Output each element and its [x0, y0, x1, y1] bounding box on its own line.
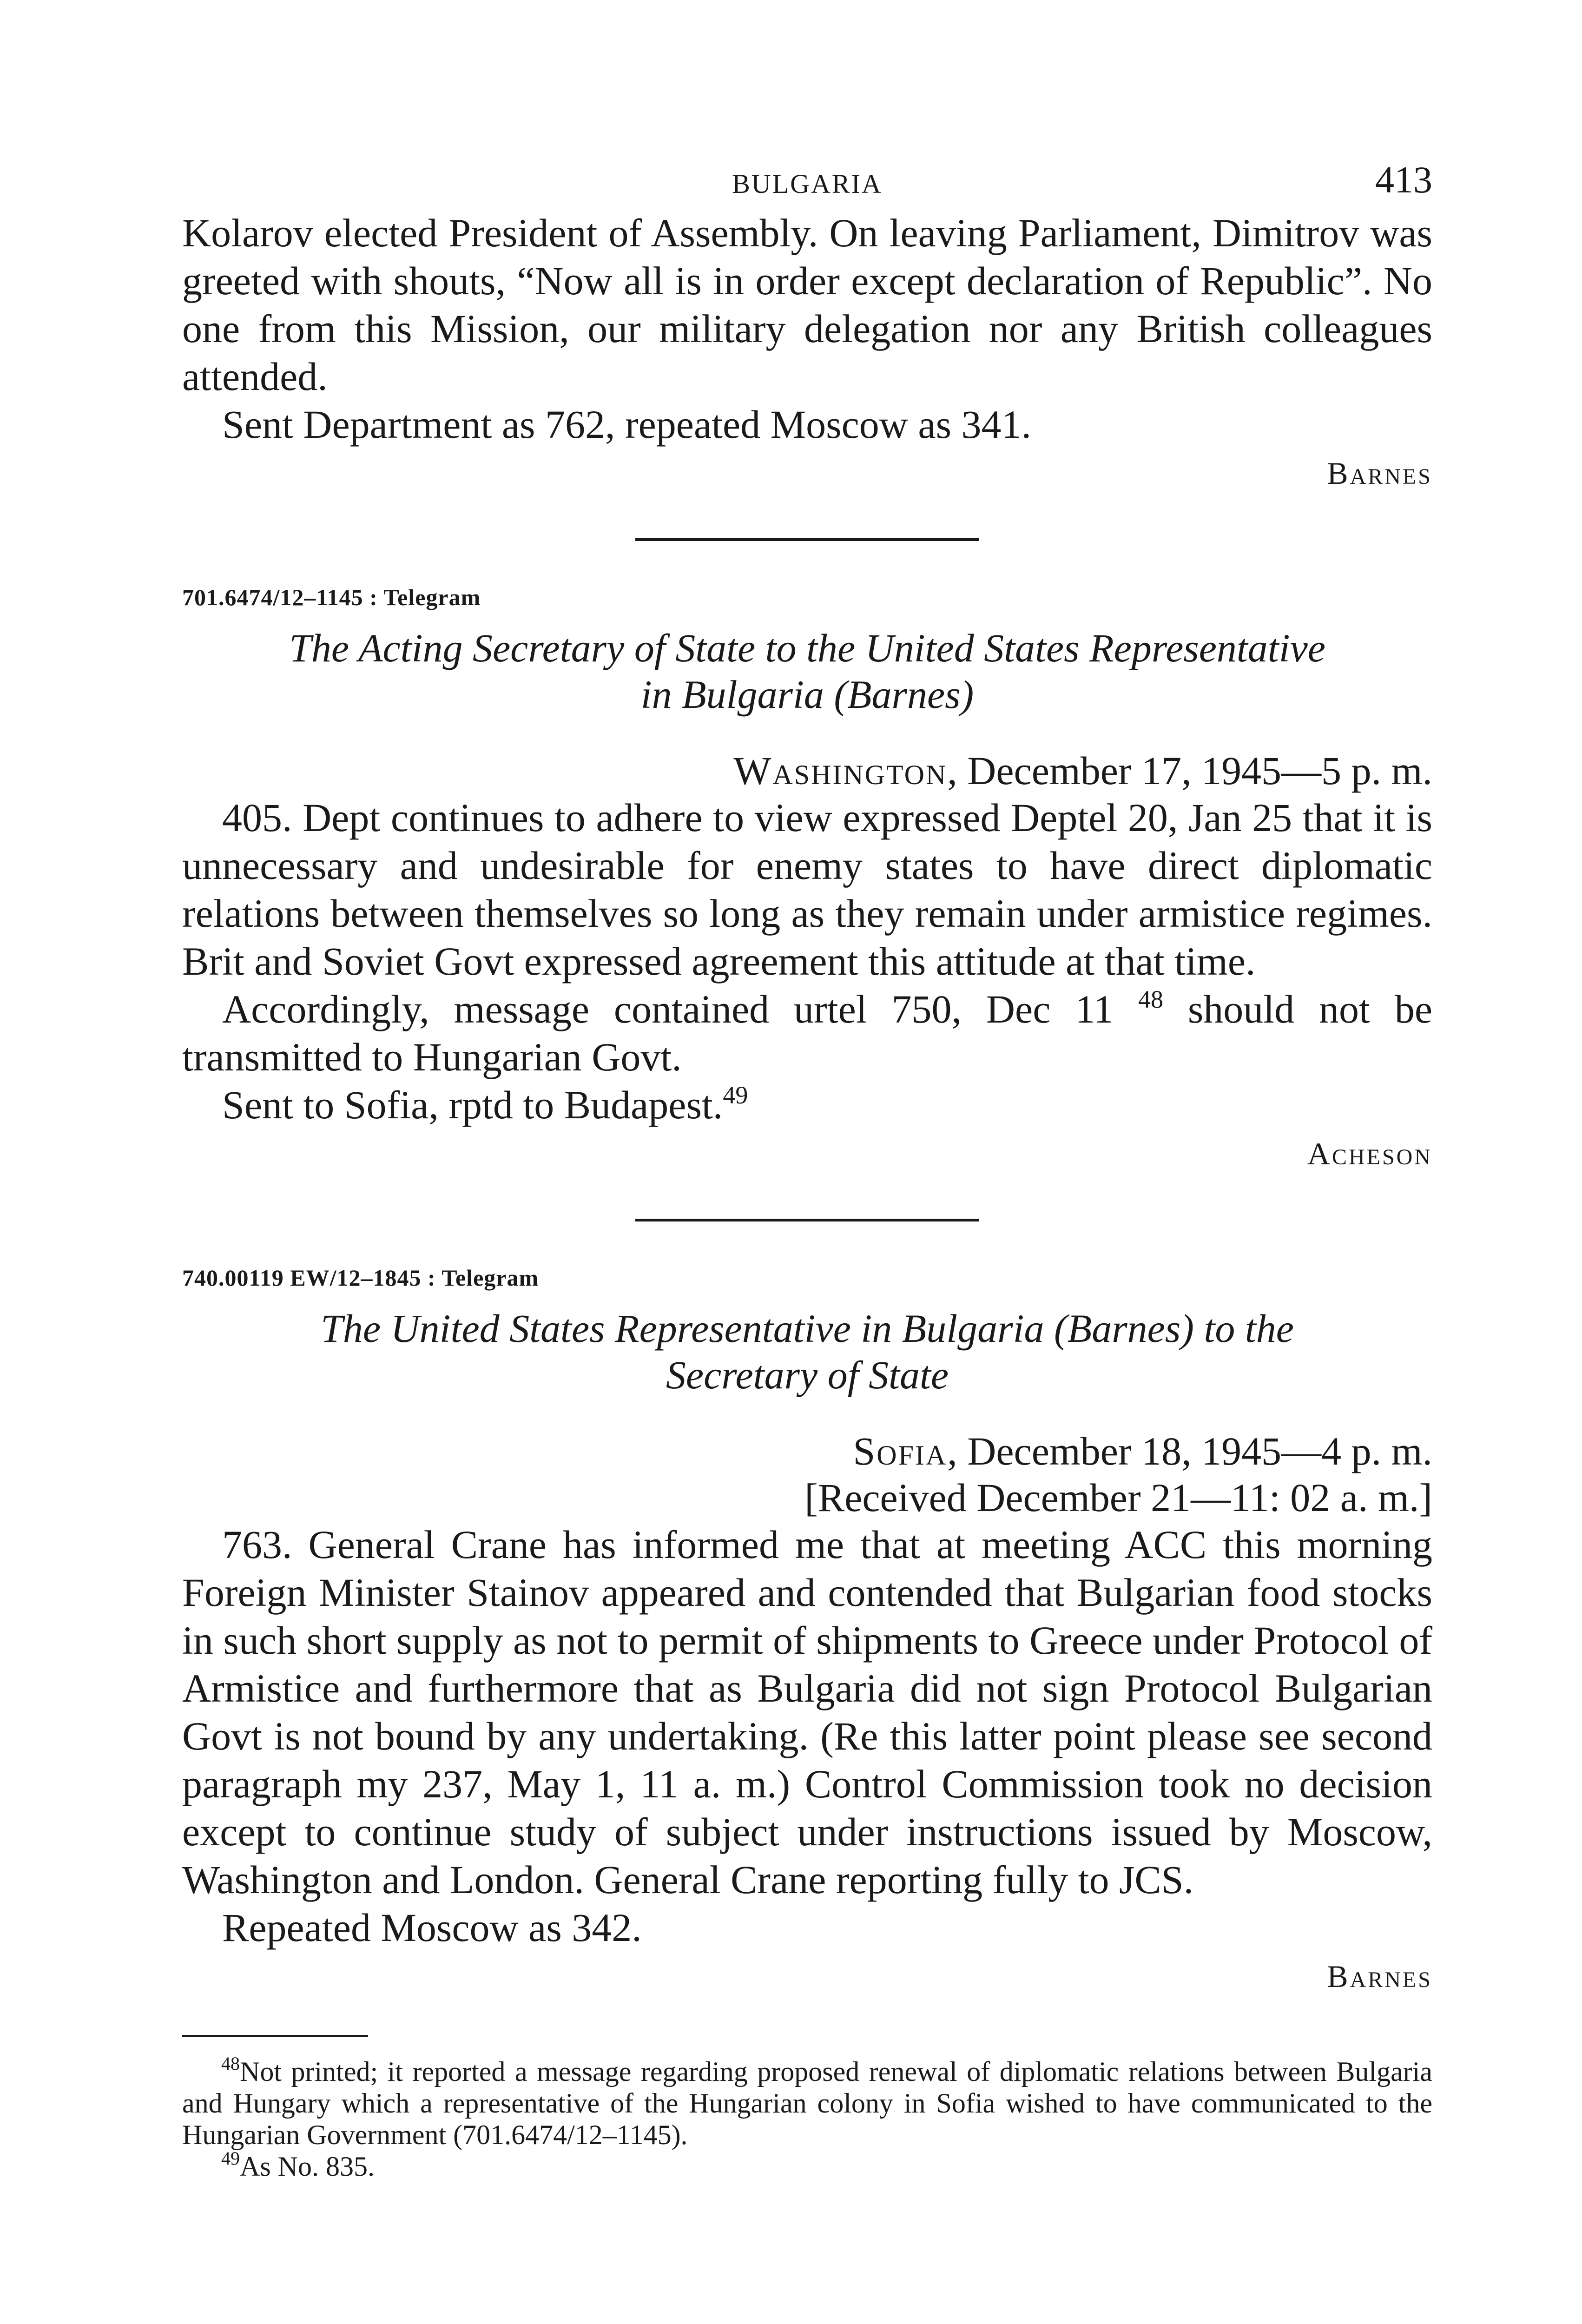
- document-title: [182, 1305, 1432, 1398]
- body-paragraph: [182, 1081, 1432, 1129]
- document-title-line: Secretary of State: [666, 1353, 949, 1397]
- footnote-number: 49: [221, 2148, 240, 2169]
- page-number: 413: [1375, 158, 1432, 201]
- dateline: [182, 747, 1432, 794]
- footnote-ref: 49: [723, 1081, 748, 1109]
- dateline-date: , December 18, 1945—4 p. m.: [947, 1429, 1432, 1473]
- paragraph-text: Accordingly, message contained urtel 750, Dec 11: [222, 987, 1114, 1031]
- document-continuation: [182, 209, 1432, 492]
- body-paragraph: Kolarov elected President of Assembly. On leaving Parliament, Dimitrov was greeted with shouts, “Now all is in order except declaration of Republic”. No one from this Mission, our military delegation nor any British colleagues attended.: [182, 211, 1432, 399]
- document-title-line: in Bulgaria (Barnes): [640, 672, 974, 717]
- signature: Barnes: [1327, 1959, 1432, 1994]
- document-title-line: The Acting Secretary of State to the United States Representative: [289, 626, 1325, 670]
- document-telegram: [182, 1264, 1432, 1995]
- body-paragraph: [182, 985, 1432, 1081]
- dateline-place: Sofia: [853, 1429, 948, 1473]
- footnote-ref: 48: [1138, 985, 1163, 1013]
- footnote-text: As No. 835.: [240, 2151, 375, 2182]
- received-line: [Received December 21—11: 02 a. m.]: [804, 1475, 1432, 1520]
- signature: Barnes: [1327, 456, 1432, 491]
- footnote-number: 48: [221, 2053, 240, 2074]
- document-title-line: The United States Representative in Bulgaria (Barnes) to the: [321, 1306, 1294, 1351]
- dateline: [182, 1428, 1432, 1474]
- running-head: [182, 158, 1432, 209]
- footnote-text: Not printed; it reported a message regarding proposed renewal of diplomatic relations between Bulgaria and Hungary which a representative of the Hungarian colony in Sofia wished to have communicated to the Hungarian Government (701.6474/12–1145).: [182, 2056, 1432, 2150]
- paragraph-text: should not be transmitted to Hungarian Govt.: [182, 987, 1432, 1079]
- body-paragraph: 405. Dept continues to adhere to view expressed Deptel 20, Jan 25 that it is unnecessary and undesirable for enemy states to have direct diplomatic relations between themselves so long as they remain under armistice regimes. Brit and Soviet Govt expressed agreement this attitude at that time.: [182, 795, 1432, 984]
- footnote: [182, 2148, 1432, 2182]
- file-reference: 701.6474/12–1145 : Telegram: [182, 584, 481, 610]
- dateline-date: , December 17, 1945—5 p. m.: [947, 748, 1432, 793]
- dateline-place: Washington: [733, 748, 948, 793]
- signature: Acheson: [1307, 1136, 1432, 1171]
- body-paragraph: Repeated Moscow as 342.: [222, 1905, 642, 1950]
- body-paragraph: 763. General Crane has informed me that at meeting ACC this morning Foreign Minister Stainov appeared and contended that Bulgarian food stocks in such short supply as not to permit of shipments to Greece under Protocol of Armistice and furthermore that as Bulgaria did not sign Protocol Bulgarian Govt is not bound by any undertaking. (Re this latter point please see second paragraph my 237, May 1, 11 a. m.) Control Commission took no decision except to continue study of subject under instructions issued by Moscow, Washington and London. General Crane reporting fully to JCS.: [182, 1522, 1432, 1902]
- document-page: [182, 158, 1432, 2182]
- paragraph-text: Sent to Sofia, rptd to Budapest.: [222, 1083, 723, 1127]
- file-reference: 740.00119 EW/12–1845 : Telegram: [182, 1265, 539, 1291]
- footnote: [182, 2053, 1432, 2151]
- running-title: BULGARIA: [732, 169, 883, 199]
- footnotes: [182, 2053, 1432, 2182]
- document-title: [182, 625, 1432, 718]
- body-paragraph: Sent Department as 762, repeated Moscow as 341.: [222, 402, 1032, 447]
- document-telegram: [182, 584, 1432, 1172]
